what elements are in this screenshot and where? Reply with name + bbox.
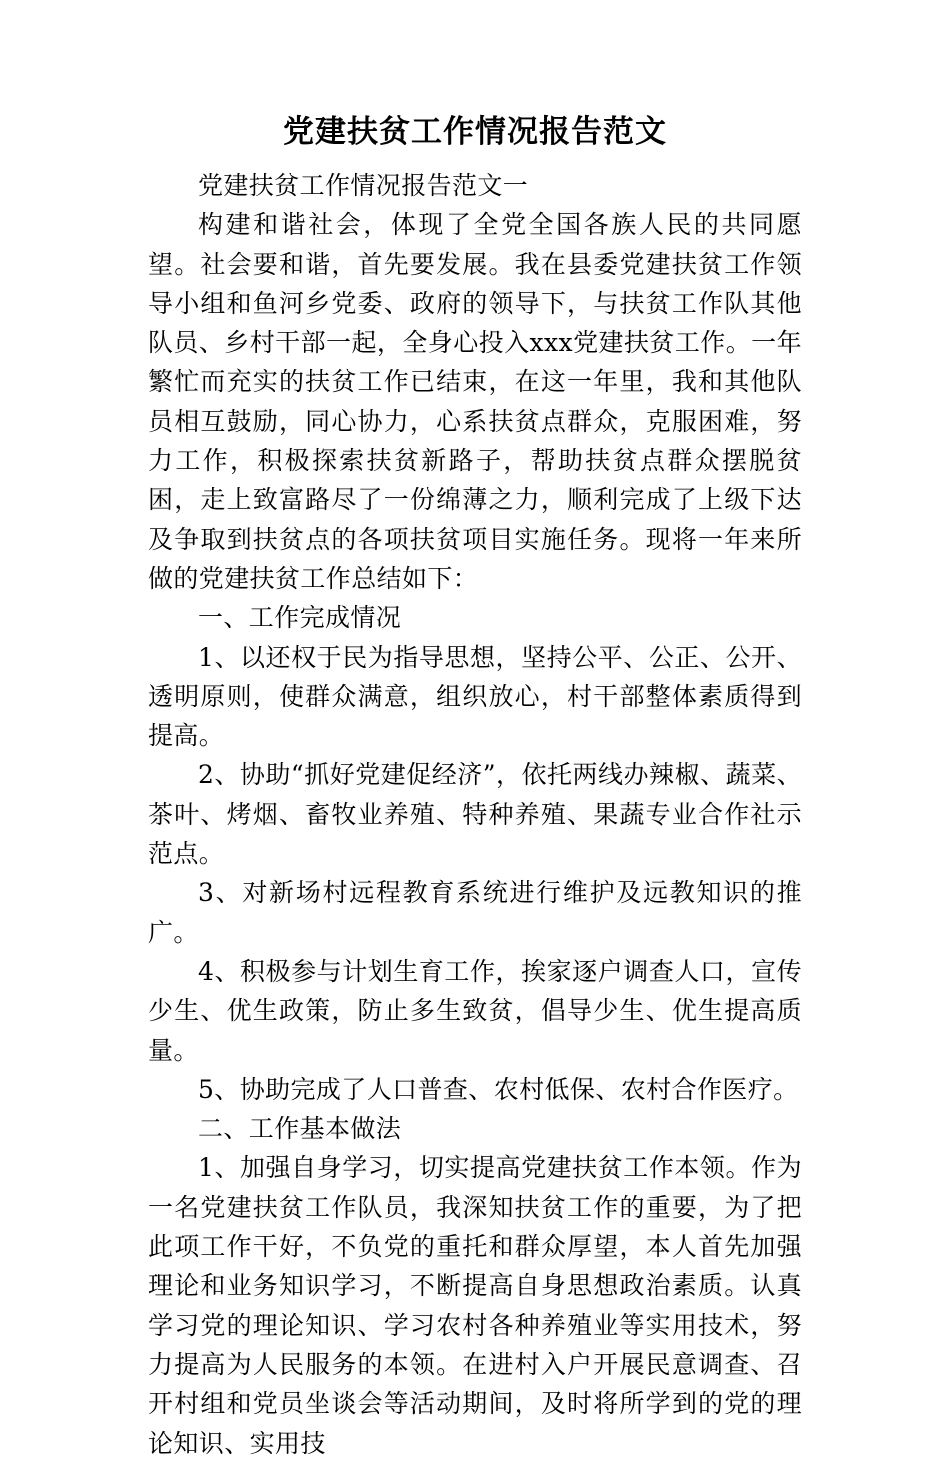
document-page	[148, 110, 802, 1463]
list-item-4: 4、积极参与计划生育工作，挨家逐户调查人口，宣传少生、优生政策，防止多生致贫，倡导少生、优生提高质量。	[148, 956, 802, 1065]
section-heading-1: 一、工作完成情况	[198, 603, 402, 633]
section-heading-2: 二、工作基本做法	[198, 1114, 402, 1144]
intro-paragraph: 构建和谐社会，体现了全党全国各族人民的共同愿望。社会要和谐，首先要发展。我在县委党建扶贫工作领导小组和鱼河乡党委、政府的领导下，与扶贫工作队其他队员、乡村干部一起，全身心投入xxx党建扶贫工作。一年繁忙而充实的扶贫工作已结束，在这一年里，我和其他队员相互鼓励，同心协力，心系扶贫点群众，克服困难，努力工作，积极探索扶贫新路子，帮助扶贫点群众摆脱贫困，走上致富路尽了一份绵薄之力，顺利完成了上级下达及争取到扶贫点的各项扶贫项目实施任务。现将一年来所做的党建扶贫工作总结如下：	[148, 210, 802, 593]
list-item-2: 2、协助“抓好党建促经济”，依托两线办辣椒、蔬菜、茶叶、烤烟、畜牧业养殖、特种养殖、果蔬专业合作社示范点。	[148, 760, 802, 869]
subtitle-paragraph: 党建扶贫工作情况报告范文一	[198, 171, 529, 200]
list-item-3: 3、对新场村远程教育系统进行维护及远教知识的推广。	[148, 878, 802, 947]
list-item-5: 5、协助完成了人口普查、农村低保、农村合作医疗。	[198, 1074, 799, 1104]
method-paragraph-1: 1、加强自身学习，切实提高党建扶贫工作本领。作为一名党建扶贫工作队员，我深知扶贫工作的重要，为了把此项工作干好，不负党的重托和群众厚望，本人首先加强理论和业务知识学习，不断提高自身思想政治素质。认真学习党的理论知识、学习农村各种养殖业等实用技术，努力提高为人民服务的本领。在进村入户开展民意调查、召开村组和党员坐谈会等活动期间，及时将所学到的党的理论知识、实用技	[148, 1153, 802, 1458]
list-item-1: 1、以还权于民为指导思想，坚持公平、公正、公开、透明原则，使群众满意，组织放心，村干部整体素质得到提高。	[148, 642, 802, 751]
document-title: 党建扶贫工作情况报告范文	[283, 114, 667, 150]
